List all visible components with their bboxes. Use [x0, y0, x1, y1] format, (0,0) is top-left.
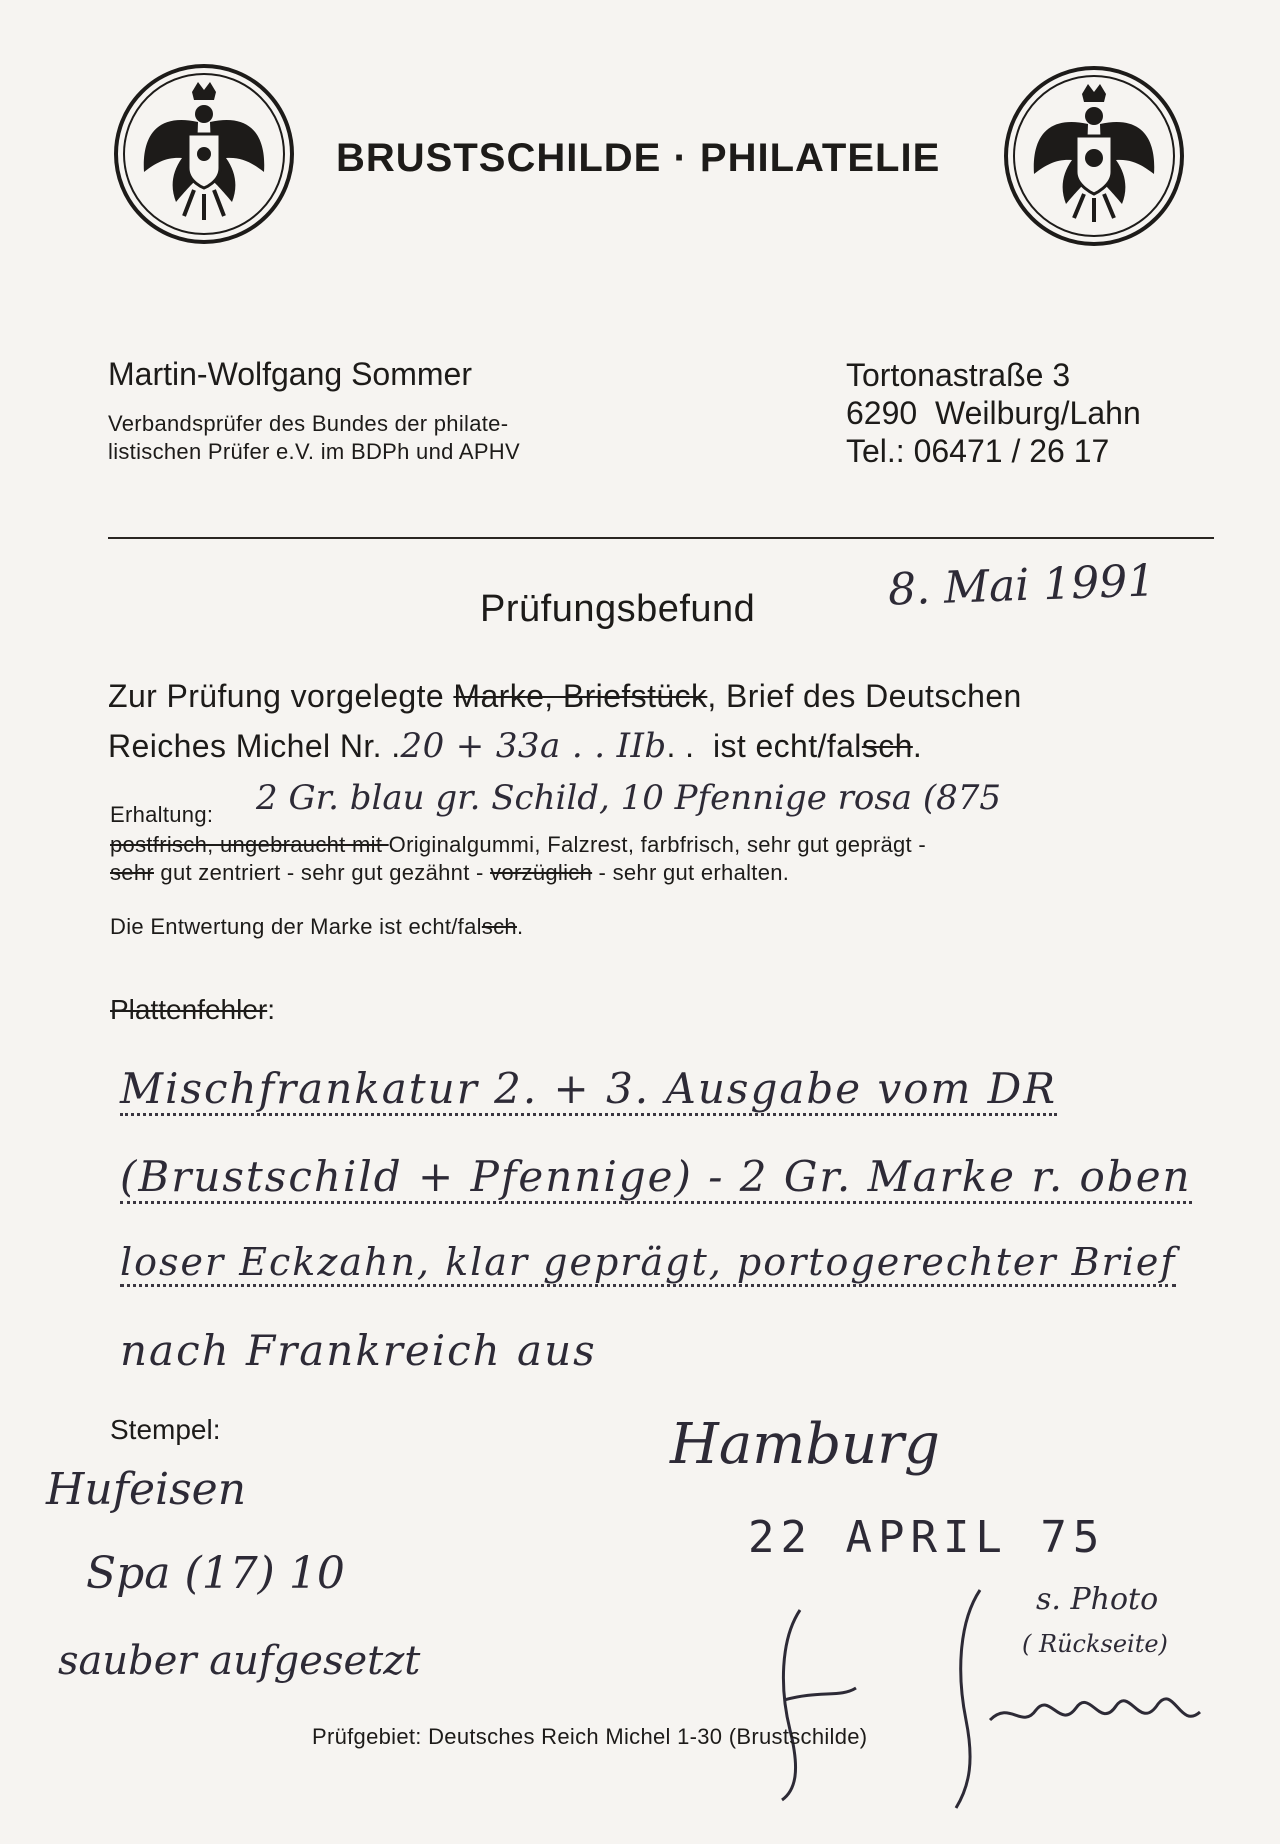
handwritten-remark-line: loser Eckzahn, klar geprägt, portogerechter Brief [120, 1240, 1176, 1287]
examiner-name: Martin-Wolfgang Sommer [108, 356, 472, 392]
examiner-desc-line: Verbandsprüfer des Bundes der philate- [108, 411, 509, 436]
examiner-description [108, 410, 520, 466]
struck-text: Plattenfehler [110, 994, 268, 1025]
examiner-desc-line: listischen Prüfer e.V. im BDPh und APHV [108, 439, 520, 464]
brand-title: BRUSTSCHILDE · PHILATELIE [336, 136, 941, 180]
struck-text: sch [861, 728, 913, 764]
handwritten-stamp-code: Spa (17) 10 [86, 1548, 345, 1599]
struck-text: sch [481, 914, 517, 939]
handwritten-photo-note: s. Photo [1036, 1582, 1159, 1617]
erhaltung-label: Erhaltung: [110, 802, 214, 827]
handwritten-stamp-date: 22 APRIL 75 [748, 1512, 1106, 1563]
handwritten-michel-number: 20 + 33a . . IIb [400, 726, 667, 766]
handwritten-date: 8. Mai 1991 [887, 555, 1157, 616]
condition-line: sehr gut zentriert - sehr gut gezähnt - vorzüglich - sehr gut erhalten. [110, 860, 790, 885]
struck-text: vorzüglich [490, 860, 593, 885]
handwritten-remark-line: Mischfrankatur 2. + 3. Ausgabe vom DR [120, 1064, 1057, 1116]
handwritten-stamp-type: Hufeisen [46, 1464, 247, 1515]
condition-line: postfrisch, ungebraucht mit Originalgummi, Falzrest, farbfrisch, sehr gut geprägt - [110, 832, 927, 857]
struck-text: sehr [110, 860, 154, 885]
handwritten-stamp-city: Hamburg [670, 1412, 940, 1477]
footer-test-area: Prüfgebiet: Deutsches Reich Michel 1-30 (Brustschilde) [312, 1724, 868, 1749]
handwritten-remark-line: nach Frankreich aus [120, 1326, 597, 1375]
struck-text: Marke, Briefstück [453, 678, 708, 714]
address-street: Tortonastraße 3 [846, 357, 1071, 393]
document-title: Prüfungsbefund [480, 588, 756, 630]
address-phone: Tel.: 06471 / 26 17 [846, 433, 1110, 469]
handwritten-condition: 2 Gr. blau gr. Schild, 10 Pfennige rosa (875 [256, 778, 1002, 818]
divider [108, 537, 1214, 539]
cancellation-line: Die Entwertung der Marke ist echt/falsch. [110, 914, 524, 939]
plate-error-label: Plattenfehler: [110, 994, 275, 1025]
submission-line: Zur Prüfung vorgelegte Marke, Briefstück, Brief des Deutschen [108, 678, 1022, 714]
handwritten-photo-note: ( Rückseite) [1022, 1630, 1168, 1658]
eagle-seal-right-icon [1002, 64, 1186, 248]
eagle-seal-left-icon [112, 62, 296, 246]
struck-text: postfrisch, ungebraucht mit [110, 832, 389, 857]
michel-number-line: Reiches Michel Nr. .20 + 33a . . IIb. . ist echt/falsch. [108, 726, 923, 766]
handwritten-remark-line: (Brustschild + Pfennige) - 2 Gr. Marke r. oben [120, 1152, 1192, 1204]
address-block [846, 356, 1141, 470]
handwritten-stamp-note: sauber aufgesetzt [58, 1638, 421, 1684]
stamp-label: Stempel: [110, 1414, 221, 1445]
signature-icon [760, 1580, 1260, 1820]
address-city: 6290 Weilburg/Lahn [846, 395, 1141, 431]
